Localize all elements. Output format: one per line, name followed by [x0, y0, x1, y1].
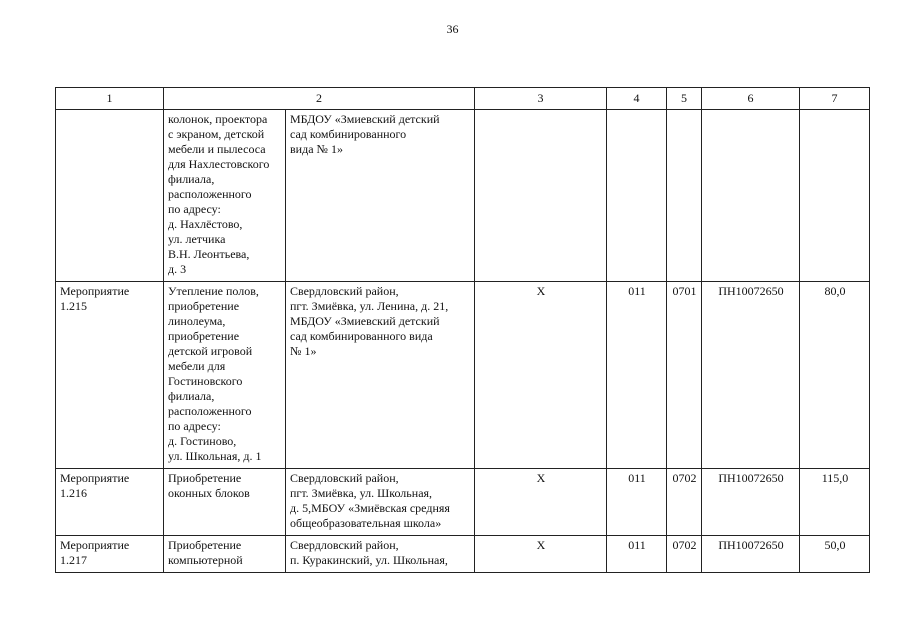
table-row: [56, 110, 870, 282]
address-cell: Свердловский район, пгт. Змиёвка, ул. Школьная, д. 5,МБОУ «Змиёвская средняя общеобразовательная школа»: [286, 469, 475, 536]
col6-cell: [702, 110, 800, 282]
col5-cell: [667, 110, 702, 282]
description-cell: Приобретение оконных блоков: [164, 469, 286, 536]
header-cell: 2: [164, 88, 475, 110]
activity-cell: [56, 110, 164, 282]
header-cell: 6: [702, 88, 800, 110]
col5-cell: 0702: [667, 469, 702, 536]
table-row: [56, 282, 870, 469]
page-number: 36: [446, 22, 459, 36]
header-row: [56, 88, 870, 110]
header-cell: 1: [56, 88, 164, 110]
address-cell: Свердловский район, п. Куракинский, ул. Школьная,: [286, 536, 475, 573]
header-cell: 3: [475, 88, 607, 110]
description-cell: Утепление полов, приобретение линолеума, приобретение детской игровой мебели для Гостиновского филиала, расположенного по адресу: д. Гостиново, ул. Школьная, д. 1: [164, 282, 286, 469]
description-cell: Приобретение компьютерной: [164, 536, 286, 573]
col3-cell: [475, 110, 607, 282]
address-cell: Свердловский район, пгт. Змиёвка, ул. Ленина, д. 21, МБДОУ «Змиевский детский сад комбинированного вида № 1»: [286, 282, 475, 469]
col4-cell: 011: [607, 282, 667, 469]
amount-cell: 50,0: [800, 536, 870, 573]
header-cell: 5: [667, 88, 702, 110]
amount-cell: 80,0: [800, 282, 870, 469]
activity-cell: Мероприятие 1.217: [56, 536, 164, 573]
col5-cell: 0702: [667, 536, 702, 573]
col6-cell: ПН10072650: [702, 536, 800, 573]
col6-cell: ПН10072650: [702, 282, 800, 469]
address-cell: МБДОУ «Змиевский детский сад комбинированного вида № 1»: [286, 110, 475, 282]
header-cell: 7: [800, 88, 870, 110]
table-row: [56, 469, 870, 536]
col6-cell: ПН10072650: [702, 469, 800, 536]
col3-cell: Х: [475, 469, 607, 536]
activity-cell: Мероприятие 1.215: [56, 282, 164, 469]
activity-cell: Мероприятие 1.216: [56, 469, 164, 536]
amount-cell: 115,0: [800, 469, 870, 536]
col4-cell: 011: [607, 469, 667, 536]
budget-table: [55, 87, 870, 573]
amount-cell: [800, 110, 870, 282]
col3-cell: Х: [475, 282, 607, 469]
header-cell: 4: [607, 88, 667, 110]
col3-cell: Х: [475, 536, 607, 573]
col4-cell: 011: [607, 536, 667, 573]
description-cell: колонок, проектора с экраном, детской мебели и пылесоса для Нахлестовского филиала, расположенного по адресу: д. Нахлёстово, ул. летчика В.Н. Леонтьева, д. 3: [164, 110, 286, 282]
col5-cell: 0701: [667, 282, 702, 469]
table-row: [56, 536, 870, 573]
col4-cell: [607, 110, 667, 282]
